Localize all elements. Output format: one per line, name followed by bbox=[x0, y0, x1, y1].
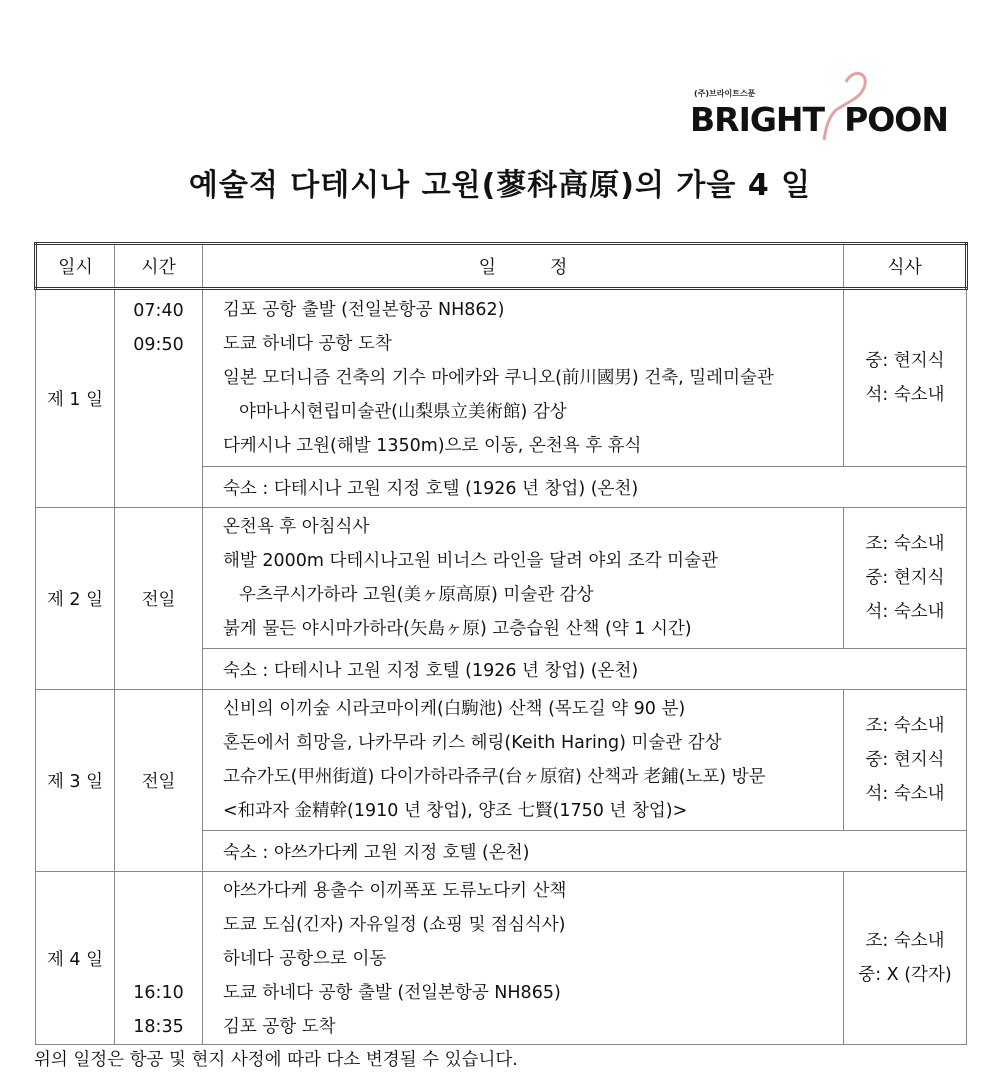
meal-cell bbox=[844, 690, 967, 831]
schedule-line: 혼돈에서 희망을, 나카무라 키스 헤링(Keith Haring) 미술관 감상 bbox=[223, 733, 722, 753]
schedule-line: 김포 공항 도착 bbox=[223, 1017, 336, 1037]
header-schedule: 일 정 bbox=[203, 244, 844, 289]
day-label: 제 3 일 bbox=[36, 690, 115, 872]
schedule-line: 우츠쿠시가하라 고원(美ヶ原高原) 미술관 감상 bbox=[239, 585, 594, 605]
meal-item: 조: 숙소내 bbox=[865, 931, 945, 951]
header-date: 일시 bbox=[36, 244, 115, 289]
meal-item: 조: 숙소내 bbox=[865, 716, 945, 736]
meal-cell bbox=[844, 508, 967, 649]
schedule-line: 온천욕 후 아침식사 bbox=[223, 517, 370, 537]
schedule-line: 일본 모더니즘 건축의 기수 마에카와 쿠니오(前川國男) 건축, 밀레미술관 bbox=[223, 368, 774, 388]
schedule-line: 도쿄 하네다 공항 도착 bbox=[223, 334, 392, 354]
schedule-line: 다케시나 고원(해발 1350m)으로 이동, 온천욕 후 휴식 bbox=[223, 436, 642, 456]
schedule-line: <和과자 金精幹(1910 년 창업), 양조 七賢(1750 년 창업)> bbox=[223, 801, 688, 821]
meal-item: 조: 숙소내 bbox=[865, 534, 945, 554]
logo-wordmark: BRIGHT POON bbox=[690, 100, 948, 139]
schedule-cell bbox=[203, 289, 844, 467]
time-value: 18:35 bbox=[133, 1017, 184, 1037]
itinerary-table bbox=[34, 242, 968, 1045]
lodging-text: 숙소 : 다테시나 고원 지정 호텔 (1926 년 창업) (온천) bbox=[203, 467, 967, 508]
day-label: 제 2 일 bbox=[36, 508, 115, 690]
schedule-line: 고슈가도(甲州街道) 다이가하라쥬쿠(台ヶ原宿) 산책과 老鋪(노포) 방문 bbox=[223, 767, 766, 787]
footer-note: 위의 일정은 항공 및 현지 사정에 따라 다소 변경될 수 있습니다. bbox=[34, 1050, 518, 1070]
meal-item: 석: 숙소내 bbox=[865, 602, 945, 622]
day-label: 제 1 일 bbox=[36, 289, 115, 508]
schedule-line: 해발 2000m 다테시나고원 비너스 라인을 달려 야외 조각 미술관 bbox=[223, 551, 718, 571]
schedule-line: 붉게 물든 야시마가하라(矢島ヶ原) 고층습원 산책 (약 1 시간) bbox=[223, 619, 692, 639]
time-cell: 전일 bbox=[115, 508, 203, 690]
schedule-line: 도쿄 도심(긴자) 자유일정 (쇼핑 및 점심식사) bbox=[223, 915, 566, 935]
lodging-text: 숙소 : 다테시나 고원 지정 호텔 (1926 년 창업) (온천) bbox=[203, 649, 967, 690]
time-cell bbox=[115, 289, 203, 508]
day-label: 제 4 일 bbox=[36, 872, 115, 1045]
schedule-line: 신비의 이끼숲 시라코마이케(白駒池) 산책 (목도길 약 90 분) bbox=[223, 699, 686, 719]
table-row bbox=[36, 690, 967, 831]
meal-item: 중: 현지식 bbox=[865, 568, 945, 588]
meal-item: 중: 현지식 bbox=[865, 351, 945, 371]
table-row bbox=[36, 508, 967, 649]
meal-cell bbox=[844, 289, 967, 467]
schedule-line: 김포 공항 출발 (전일본항공 NH862) bbox=[223, 300, 505, 320]
logo-company-name: (주)브라이트스푼 bbox=[694, 89, 756, 98]
time-cell bbox=[115, 872, 203, 1045]
page-title: 예술적 다테시나 고원(蓼科高原)의 가을 4 일 bbox=[188, 168, 812, 203]
brightspoon-logo bbox=[688, 70, 958, 145]
time-value: 09:50 bbox=[133, 335, 184, 355]
time-cell: 전일 bbox=[115, 690, 203, 872]
lodging-text: 숙소 : 야쓰가다케 고원 지정 호텔 (온천) bbox=[203, 831, 967, 872]
schedule-line: 야쓰가다케 용출수 이끼폭포 도류노다키 산책 bbox=[223, 881, 567, 901]
table-row bbox=[36, 872, 967, 1045]
schedule-line: 도쿄 하네다 공항 출발 (전일본항공 NH865) bbox=[223, 983, 561, 1003]
table-row bbox=[36, 289, 967, 467]
meal-item: 중: 현지식 bbox=[865, 750, 945, 770]
header-meal: 식사 bbox=[844, 244, 967, 289]
time-value: 16:10 bbox=[133, 983, 184, 1003]
meal-cell bbox=[844, 872, 967, 1045]
schedule-cell bbox=[203, 690, 844, 831]
schedule-line: 야마나시현립미술관(山梨県立美術館) 감상 bbox=[239, 402, 567, 422]
schedule-cell bbox=[203, 508, 844, 649]
meal-item: 중: X (각자) bbox=[858, 965, 952, 985]
schedule-line: 하네다 공항으로 이동 bbox=[223, 949, 387, 969]
meal-item: 석: 숙소내 bbox=[865, 784, 945, 804]
time-value: 07:40 bbox=[133, 301, 184, 321]
meal-item: 석: 숙소내 bbox=[865, 385, 945, 405]
table-header-row bbox=[36, 244, 967, 289]
header-time: 시간 bbox=[115, 244, 203, 289]
schedule-cell bbox=[203, 872, 844, 1045]
